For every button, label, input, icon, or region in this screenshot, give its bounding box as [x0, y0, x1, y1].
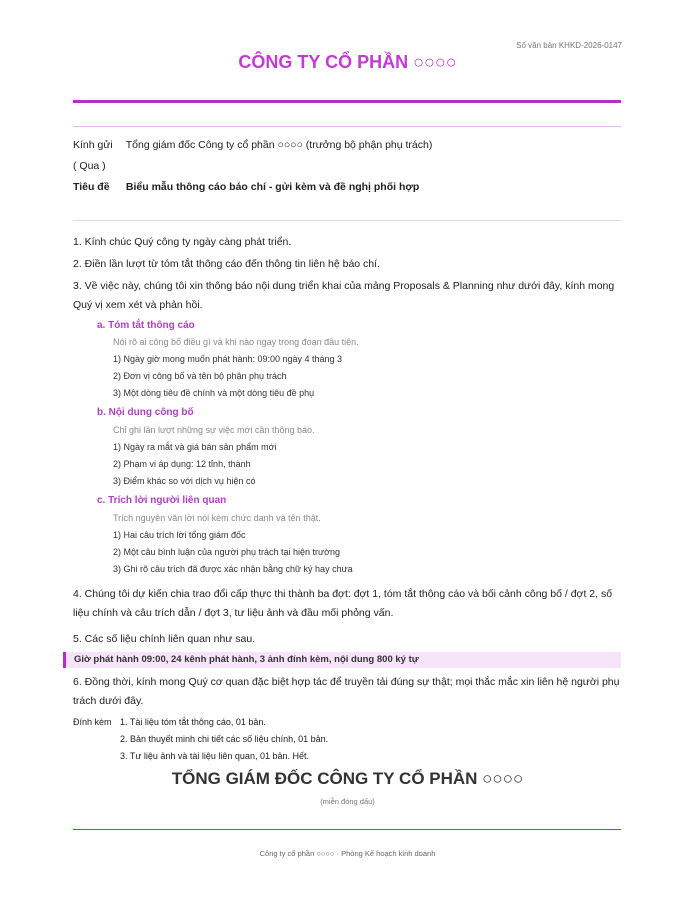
document-number: Số văn bản KHKD-2026-0147 — [516, 41, 622, 50]
signature-title: TỔNG GIÁM ĐỐC CÔNG TY CỔ PHẦN ○○○○ — [171, 769, 524, 788]
section-a-desc: Nói rõ ai công bố điều gì và khi nào ngay trong đoạn đầu tiên. — [113, 337, 359, 347]
section-c-item: 2) Một câu bình luận của người phụ trách tại hiện trường — [113, 547, 340, 557]
divider — [73, 220, 621, 221]
recipient-value: Tổng giám đốc Công ty cổ phần ○○○○ (trưởng bộ phận phụ trách) — [125, 139, 433, 151]
subject-value: Biểu mẫu thông cáo báo chí - gửi kèm và đề nghị phối hợp — [125, 181, 420, 193]
via-row: ( Qua ) — [73, 160, 106, 172]
paragraph-4: 4. Chúng tôi dự kiến chia trao đổi cấp thực thi thành ba đợt: đợt 1, tóm tắt thông cáo và bối cảnh công bố / đợt 2, số liệu chính và câu trích dẫn / đợt 3, tư liệu ảnh và đầu mối phỏng vấn. — [73, 588, 613, 619]
paragraph-3: 3. Về việc này, chúng tôi xin thông báo nội dung triển khai của mảng Proposals & Planning như dưới đây, kính mong Quý vị xem xét và phản hồi. — [73, 280, 615, 311]
recipient-row — [73, 139, 432, 151]
section-b-item: 3) Điểm khác so với dịch vụ hiện có — [113, 476, 256, 486]
key-figures-highlight: Giờ phát hành 09:00, 24 kênh phát hành, 3 ảnh đính kèm, nội dung 800 ký tự — [63, 652, 621, 668]
attachment-item: 3. Tư liệu ảnh và tài liệu liên quan, 01 bản. Hết. — [120, 751, 309, 761]
section-a-item: 3) Một dòng tiêu đề chính và một dòng tiêu đề phụ — [113, 388, 315, 398]
attachments-label: Đính kèm — [73, 717, 112, 727]
subject-row — [73, 181, 419, 193]
signature-note: (miễn đóng dấu) — [320, 797, 375, 806]
company-title: CÔNG TY CỔ PHẦN ○○○○ — [238, 52, 457, 72]
header-thin-rule — [73, 126, 621, 127]
subject-label: Tiêu đề — [73, 181, 110, 193]
section-a-title: a. Tóm tắt thông cáo — [97, 320, 195, 331]
recipient-label: Kính gửi — [73, 139, 113, 151]
paragraph-2: 2. Điền lần lượt từ tóm tắt thông cáo đến thông tin liên hệ báo chí. — [73, 258, 380, 270]
paragraph-1: 1. Kính chúc Quý công ty ngày càng phát triển. — [73, 236, 292, 248]
section-b-item: 2) Phạm vi áp dụng: 12 tỉnh, thành — [113, 459, 251, 469]
section-b-title: b. Nội dung công bố — [97, 407, 194, 418]
header-rule — [73, 100, 621, 103]
section-a-item: 2) Đơn vị công bố và tên bộ phận phụ trách — [113, 371, 287, 381]
footer-text: Công ty cổ phần ○○○○ · Phòng Kế hoạch kinh doanh — [259, 849, 436, 858]
section-c-item: 1) Hai câu trích lời tổng giám đốc — [113, 530, 246, 540]
attachment-item: 2. Bản thuyết minh chi tiết các số liệu chính, 01 bản. — [120, 734, 329, 744]
paragraph-5: 5. Các số liệu chính liên quan như sau. — [73, 633, 256, 645]
section-c-desc: Trích nguyên văn lời nói kèm chức danh và tên thật. — [113, 513, 321, 523]
footer-rule — [73, 829, 621, 830]
attachment-item: 1. Tài liệu tóm tắt thông cáo, 01 bản. — [120, 717, 266, 727]
section-b-desc: Chỉ ghi lần lượt những sự việc mới cần thông báo. — [113, 425, 315, 435]
section-b-item: 1) Ngày ra mắt và giá bán sản phẩm mới — [113, 442, 277, 452]
section-a-item: 1) Ngày giờ mong muốn phát hành: 09:00 ngày 4 tháng 3 — [113, 354, 343, 364]
section-c-item: 3) Ghi rõ câu trích đã được xác nhận bằng chữ ký hay chưa — [113, 564, 353, 574]
section-c-title: c. Trích lời người liên quan — [97, 495, 227, 506]
paragraph-6: 6. Đồng thời, kính mong Quý cơ quan đặc biệt hợp tác để truyền tải đúng sự thật; mọi thắc mắc xin liên hệ người phụ trách dưới đây. — [73, 676, 620, 707]
